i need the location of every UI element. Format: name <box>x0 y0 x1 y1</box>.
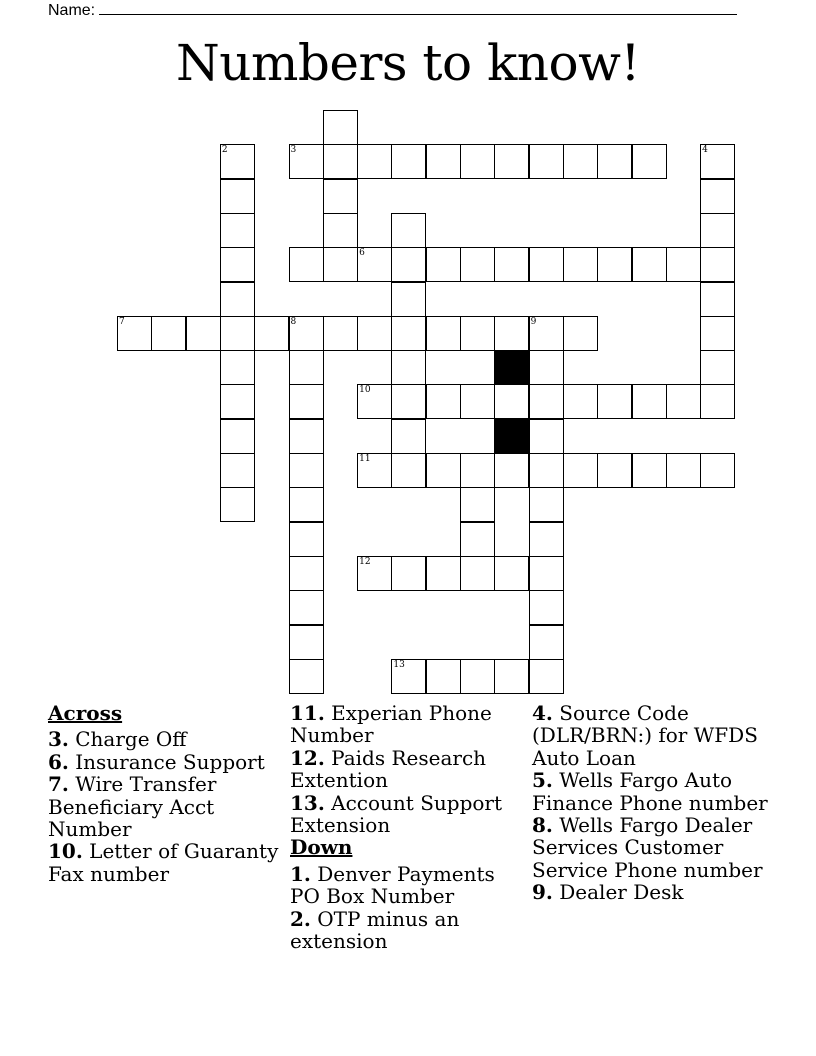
crossword-cell[interactable] <box>529 316 564 351</box>
crossword-cell[interactable] <box>563 247 598 282</box>
clue-text: Wells Fargo Auto Finance Phone number <box>532 768 768 815</box>
crossword-cell[interactable] <box>357 316 392 351</box>
crossword-cell[interactable] <box>529 487 564 522</box>
clue-across-12 <box>290 747 528 792</box>
crossword-cell[interactable] <box>597 144 632 179</box>
crossword-cell[interactable] <box>632 144 667 179</box>
clue-number: 12. <box>290 745 325 770</box>
crossword-cell[interactable] <box>666 384 701 419</box>
crossword-cell[interactable] <box>597 247 632 282</box>
crossword-cell[interactable] <box>426 247 461 282</box>
crossword-cell[interactable] <box>494 659 529 694</box>
crossword-cell[interactable] <box>460 453 495 488</box>
crossword-cell[interactable] <box>391 556 426 591</box>
crossword-cell[interactable] <box>426 453 461 488</box>
crossword-cell[interactable] <box>460 384 495 419</box>
crossword-cell[interactable] <box>460 247 495 282</box>
crossword-cell[interactable] <box>426 659 461 694</box>
clue-across-6 <box>48 751 284 773</box>
crossword-cell[interactable] <box>391 316 426 351</box>
crossword-cell[interactable] <box>529 522 564 557</box>
clues-column-2 <box>290 702 528 952</box>
crossword-cell[interactable] <box>426 556 461 591</box>
crossword-cell[interactable] <box>391 350 426 385</box>
crossword-cell[interactable] <box>460 144 495 179</box>
crossword-cell[interactable] <box>563 316 598 351</box>
crossword-cell[interactable] <box>357 144 392 179</box>
crossword-cell[interactable] <box>220 384 255 419</box>
crossword-cell[interactable] <box>289 522 324 557</box>
clue-number: 2. <box>290 906 311 931</box>
crossword-cell[interactable] <box>666 247 701 282</box>
crossword-cell[interactable] <box>460 487 495 522</box>
crossword-cell[interactable] <box>391 453 426 488</box>
crossword-cell[interactable] <box>700 213 735 248</box>
crossword-cell[interactable] <box>460 522 495 557</box>
clue-number: 5. <box>532 768 553 793</box>
crossword-cell[interactable] <box>323 316 358 351</box>
crossword-cell[interactable] <box>529 556 564 591</box>
clue-number: 3. <box>48 727 69 752</box>
clue-text: Charge Off <box>75 727 187 752</box>
cell-number: 2 <box>221 145 228 156</box>
clue-number: 4. <box>532 701 553 725</box>
crossword-cell[interactable] <box>494 316 529 351</box>
clue-text: Source Code (DLR/BRN:) for WFDS Auto Loan <box>532 701 758 770</box>
crossword-cell[interactable] <box>700 282 735 317</box>
crossword-cell[interactable] <box>151 316 186 351</box>
crossword-cell[interactable] <box>529 590 564 625</box>
clue-text: Denver Payments PO Box Number <box>290 861 495 909</box>
crossword-cell[interactable] <box>289 247 324 282</box>
cell-number: 9 <box>530 316 537 327</box>
crossword-cell[interactable] <box>220 282 255 317</box>
clue-across-7 <box>48 773 284 840</box>
cell-number: 3 <box>290 145 297 156</box>
crossword-cell[interactable] <box>220 316 255 351</box>
crossword-cell[interactable] <box>700 316 735 351</box>
crossword-cell[interactable] <box>289 659 324 694</box>
crossword-cell[interactable] <box>391 282 426 317</box>
crossword-cell[interactable] <box>529 384 564 419</box>
cell-number: 11 <box>359 454 371 464</box>
cell-number: 8 <box>290 316 297 327</box>
crossword-cell[interactable] <box>220 487 255 522</box>
down-heading: Down <box>290 835 353 860</box>
crossword-cell[interactable] <box>460 556 495 591</box>
clue-across-13 <box>290 792 528 837</box>
clue-number: 8. <box>532 813 553 838</box>
clue-number: 1. <box>290 861 311 886</box>
crossword-cell[interactable] <box>700 384 735 419</box>
cell-number: 13 <box>393 659 405 670</box>
crossword-cell[interactable] <box>391 659 426 694</box>
crossword-cell[interactable] <box>529 625 564 660</box>
crossword-cell[interactable] <box>220 213 255 248</box>
crossword-block <box>494 350 529 385</box>
clue-text: Insurance Support <box>75 749 265 774</box>
crossword-cell[interactable] <box>529 247 564 282</box>
clue-number: 6. <box>48 749 69 774</box>
crossword-block <box>494 419 529 454</box>
crossword-cell[interactable] <box>700 179 735 214</box>
crossword-cell[interactable] <box>426 144 461 179</box>
crossword-cell[interactable] <box>254 316 289 351</box>
crossword-cell[interactable] <box>220 453 255 488</box>
crossword-cell[interactable] <box>700 247 735 282</box>
crossword-cell[interactable] <box>460 659 495 694</box>
crossword-cell[interactable] <box>632 384 667 419</box>
clue-down-8 <box>532 814 782 881</box>
clue-text: OTP minus an extension <box>290 906 460 954</box>
crossword-cell[interactable] <box>632 247 667 282</box>
crossword-cell[interactable] <box>632 453 667 488</box>
crossword-cell[interactable] <box>529 144 564 179</box>
crossword-cell[interactable] <box>391 384 426 419</box>
clue-text: Experian Phone Number <box>290 701 492 748</box>
cell-number: 6 <box>359 248 365 259</box>
clues-column-3 <box>532 702 782 904</box>
clue-down-9 <box>532 881 782 903</box>
crossword-cell[interactable] <box>289 144 324 179</box>
crossword-cell[interactable] <box>220 419 255 454</box>
crossword-cell[interactable] <box>323 247 358 282</box>
crossword-cell[interactable] <box>323 179 358 214</box>
clues-column-1 <box>48 702 284 885</box>
clue-down-5 <box>532 769 782 814</box>
crossword-cell[interactable] <box>289 625 324 660</box>
clue-down-2 <box>290 908 528 953</box>
clue-number: 7. <box>48 772 69 797</box>
clue-text: Dealer Desk <box>559 880 684 905</box>
crossword-cell[interactable] <box>289 487 324 522</box>
cell-number: 4 <box>702 145 708 156</box>
crossword-cell[interactable] <box>323 213 358 248</box>
crossword-cell[interactable] <box>597 453 632 488</box>
cell-number: 7 <box>119 316 125 327</box>
crossword-cell[interactable] <box>700 350 735 385</box>
clue-down-1 <box>290 863 528 908</box>
clue-across-3 <box>48 728 284 750</box>
clue-number: 11. <box>290 701 325 725</box>
crossword-cell[interactable] <box>289 316 324 351</box>
crossword-cell[interactable] <box>426 384 461 419</box>
crossword-cell[interactable] <box>426 316 461 351</box>
crossword-cell[interactable] <box>494 556 529 591</box>
clue-number: 13. <box>290 790 325 815</box>
crossword-cell[interactable] <box>529 659 564 694</box>
cell-number: 12 <box>359 556 371 567</box>
crossword-cell[interactable] <box>220 350 255 385</box>
clue-text: Wells Fargo Dealer Services Customer Service Phone number <box>532 813 763 882</box>
crossword-cell[interactable] <box>357 384 392 419</box>
crossword-cell[interactable] <box>700 453 735 488</box>
crossword-cell[interactable] <box>494 247 529 282</box>
crossword-cell[interactable] <box>323 110 358 145</box>
clue-text: Letter of Guaranty Fax number <box>48 839 279 886</box>
crossword-cell[interactable] <box>529 419 564 454</box>
crossword-cell[interactable] <box>391 247 426 282</box>
crossword-cell[interactable] <box>700 144 735 179</box>
cell-number: 10 <box>359 385 371 396</box>
crossword-cell[interactable] <box>391 144 426 179</box>
clue-down-4 <box>532 702 782 769</box>
clue-across-10 <box>48 840 284 885</box>
clue-text: Wire Transfer Beneficiary Acct Number <box>48 772 217 842</box>
name-label: Name: <box>48 2 96 19</box>
crossword-cell[interactable] <box>563 384 598 419</box>
crossword-cell[interactable] <box>597 384 632 419</box>
crossword-cell[interactable] <box>220 179 255 214</box>
crossword-cell[interactable] <box>391 213 426 248</box>
crossword-cell[interactable] <box>563 453 598 488</box>
crossword-cell[interactable] <box>460 316 495 351</box>
crossword-cell[interactable] <box>117 316 152 351</box>
clue-text: Account Support Extension <box>290 790 503 838</box>
crossword-cell[interactable] <box>357 556 392 591</box>
crossword-cell[interactable] <box>357 453 392 488</box>
crossword-cell[interactable] <box>289 384 324 419</box>
crossword-cell[interactable] <box>391 419 426 454</box>
crossword-cell[interactable] <box>494 144 529 179</box>
crossword-cell[interactable] <box>220 144 255 179</box>
crossword-cell[interactable] <box>289 350 324 385</box>
crossword-cell[interactable] <box>289 556 324 591</box>
page-title: Numbers to know! <box>176 34 640 92</box>
crossword-cell[interactable] <box>186 316 221 351</box>
crossword-cell[interactable] <box>666 453 701 488</box>
clue-number: 9. <box>532 880 553 905</box>
crossword-cell[interactable] <box>289 453 324 488</box>
crossword-cell[interactable] <box>323 144 358 179</box>
crossword-cell[interactable] <box>289 590 324 625</box>
across-heading: Across <box>48 701 123 725</box>
crossword-cell[interactable] <box>529 350 564 385</box>
crossword-cell[interactable] <box>563 144 598 179</box>
crossword-cell[interactable] <box>220 247 255 282</box>
crossword-cell[interactable] <box>494 384 529 419</box>
clue-across-11 <box>290 702 528 747</box>
crossword-cell[interactable] <box>529 453 564 488</box>
crossword-cell[interactable] <box>289 419 324 454</box>
crossword-cell[interactable] <box>494 453 529 488</box>
crossword-cell[interactable] <box>357 247 392 282</box>
clue-number: 10. <box>48 839 83 864</box>
clue-text: Paids Research Extention <box>290 745 487 793</box>
